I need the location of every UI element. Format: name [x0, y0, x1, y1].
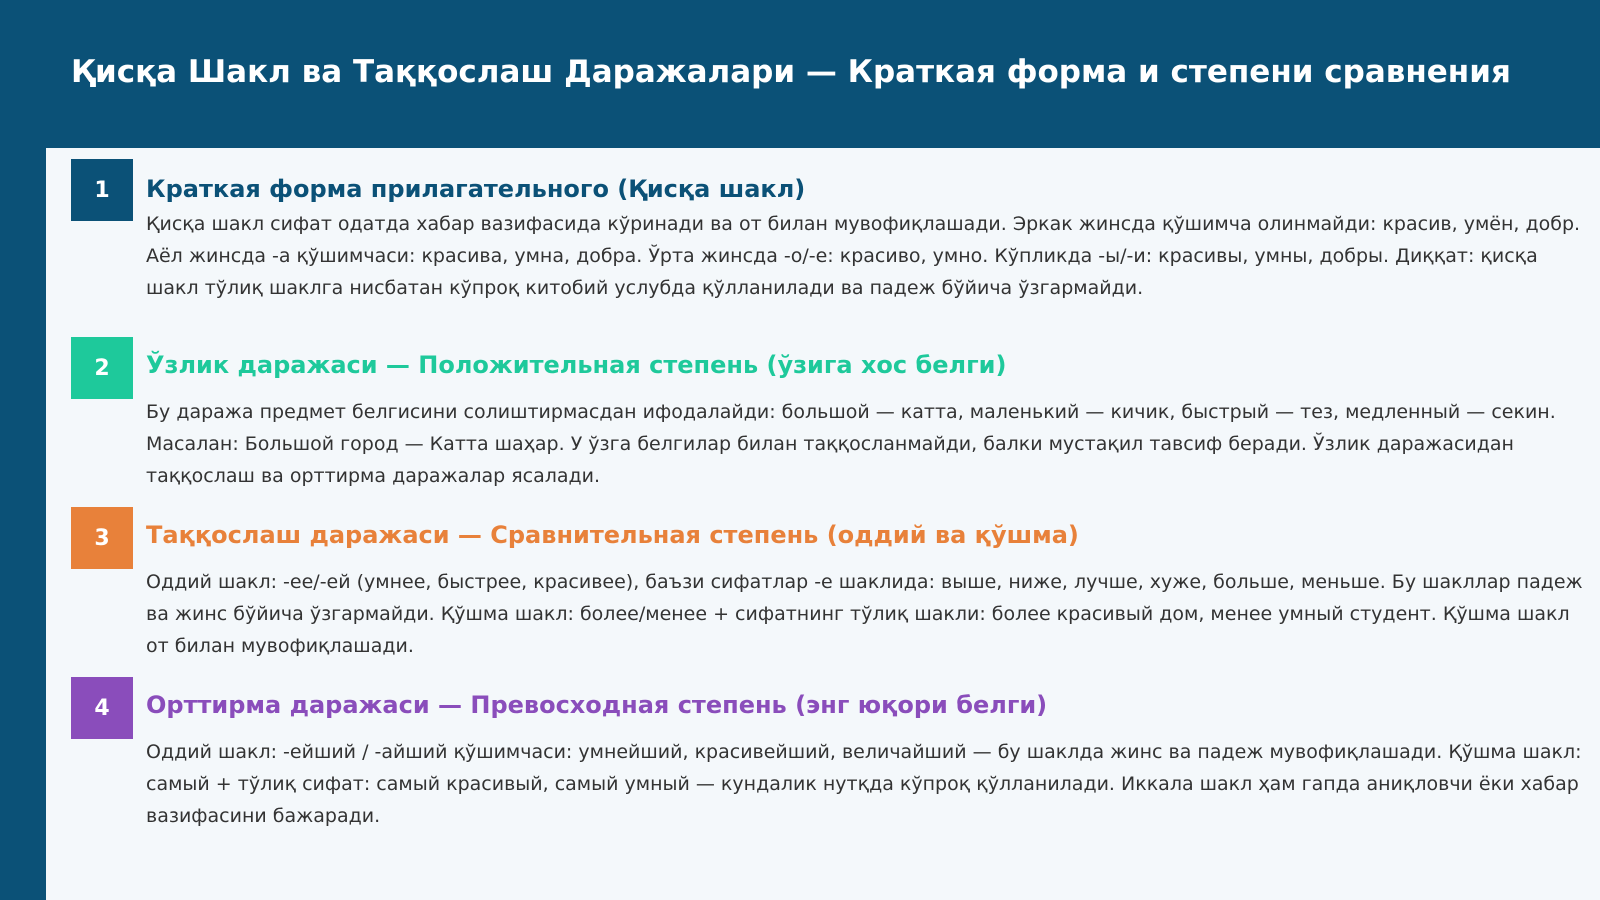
content-panel	[46, 148, 1600, 900]
section-body: Оддий шакл: -ейший / -айший қўшимчаси: умнейший, красивейший, величайший — бу шаклда жинс ва падеж мувофиқлашади. Қўшма шакл: самый + тўлиқ сифат: самый красивый, самый умный — кундалик нутқда кўпроқ қўлланилади. Иккала шакл ҳам гапда аниқловчи ёки хабар вазифасини бажаради.	[146, 741, 1582, 827]
section-heading: Краткая форма прилагательного (Қисқа шакл)	[146, 175, 806, 203]
section-number-badge: 4	[71, 677, 133, 739]
section-body: Оддий шакл: -ее/-ей (умнее, быстрее, красивее), баъзи сифатлар -е шаклида: выше, ниже, лучше, хуже, больше, меньше. Бу шакллар падеж ва жинс бўйича ўзгармайди. Қўшма шакл: более/менее + сифатнинг тўлиқ шакли: более красивый дом, менее умный студент. Қўшма шакл от билан мувофиқлашади.	[146, 571, 1583, 657]
section-body: Бу даража предмет белгисини солиштирмасдан ифодалайди: большой — катта, маленький — кичик, быстрый — тез, медленный — секин. Масалан: Большой город — Катта шаҳар. У ўзга белгилар билан таққосланмайди, балки мустақил тавсиф беради. Ўзлик даражасидан таққослаш ва орттирма даражалар ясалади.	[146, 401, 1556, 487]
page-title: Қисқа Шакл ва Таққослаш Даражалари — Краткая форма и степени сравнения	[71, 54, 1511, 90]
section-heading: Ўзлик даражаси — Положительная степень (ўзига хос белги)	[146, 351, 1007, 379]
section-heading: Орттирма даражаси — Превосходная степень (энг юқори белги)	[146, 691, 1048, 719]
section-number-badge: 3	[71, 507, 133, 569]
section-number-badge: 1	[71, 159, 133, 221]
header-bar	[0, 0, 1600, 148]
section-number-badge: 2	[71, 337, 133, 399]
section-heading: Таққослаш даражаси — Сравнительная степень (оддий ва қўшма)	[146, 521, 1079, 549]
section-body: Қисқа шакл сифат одатда хабар вазифасида кўринади ва от билан мувофиқлашади. Эркак жинсда қўшимча олинмайди: красив, умён, добр. Аёл жинсда -а қўшимчаси: красива, умна, добра. Ўрта жинсда -о/-е: красиво, умно. Кўпликда -ы/-и: красивы, умны, добры. Диққат: қисқа шакл тўлиқ шаклга нисбатан кўпроқ китобий услубда қўлланилади ва падеж бўйича ўзгармайди.	[146, 213, 1581, 299]
